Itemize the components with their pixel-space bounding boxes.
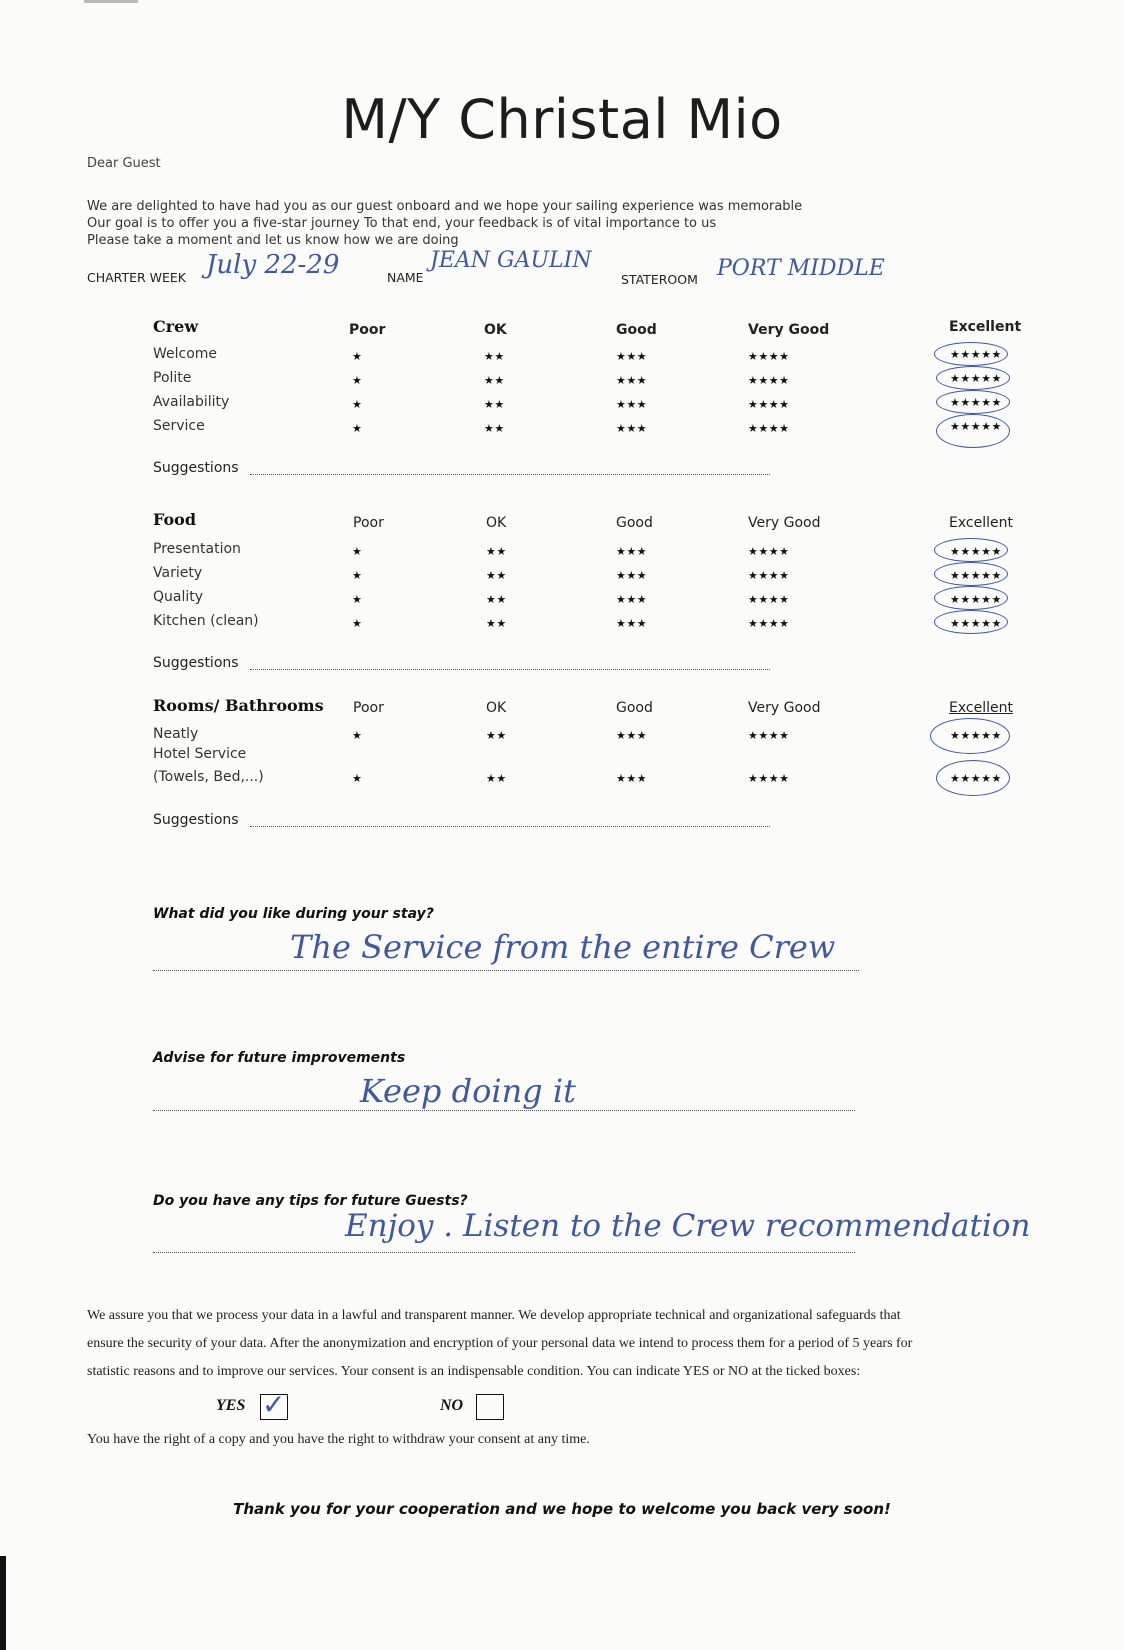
star-option-excellent[interactable]: ★★★★★	[950, 420, 1002, 433]
star-option-excellent[interactable]: ★★★★★	[950, 348, 1002, 361]
food-suggestions-field[interactable]	[250, 669, 770, 670]
answer-improve-line[interactable]	[153, 1110, 855, 1111]
rating-row-label: Availability	[153, 394, 230, 410]
star-option-ok[interactable]: ★★	[486, 729, 507, 742]
star-option-ok[interactable]: ★★	[486, 593, 507, 606]
star-option-good[interactable]: ★★★	[616, 350, 648, 363]
rating-row-label: Quality	[153, 589, 204, 605]
column-poor: Poor	[353, 700, 384, 716]
star-option-good[interactable]: ★★★	[616, 398, 648, 411]
star-option-very-good[interactable]: ★★★★	[748, 350, 790, 363]
star-option-excellent[interactable]: ★★★★★	[950, 372, 1002, 385]
column-ok: OK	[484, 322, 507, 338]
column-poor: Poor	[353, 515, 384, 531]
star-option-good[interactable]: ★★★	[616, 617, 648, 630]
star-option-good[interactable]: ★★★	[616, 374, 648, 387]
column-very-good: Very Good	[748, 515, 821, 531]
rating-row-label: Hotel Service	[153, 746, 247, 762]
star-option-poor[interactable]: ★	[352, 374, 363, 387]
star-option-very-good[interactable]: ★★★★	[748, 593, 790, 606]
star-option-good[interactable]: ★★★	[616, 545, 648, 558]
star-option-excellent[interactable]: ★★★★★	[950, 569, 1002, 582]
check-mark-icon: ✓	[262, 1388, 286, 1421]
stateroom-field[interactable]: PORT MIDDLE	[717, 256, 885, 281]
star-option-very-good[interactable]: ★★★★	[748, 569, 790, 582]
star-option-excellent[interactable]: ★★★★★	[950, 396, 1002, 409]
charter-week-field[interactable]: July 22-29	[206, 250, 340, 280]
stateroom-label: STATEROOM	[621, 272, 698, 287]
scan-edge-mark	[0, 1556, 6, 1650]
star-option-excellent[interactable]: ★★★★★	[950, 772, 1002, 785]
column-excellent: Excellent	[949, 700, 1013, 716]
star-option-very-good[interactable]: ★★★★	[748, 729, 790, 742]
selected-rating-circle	[936, 760, 1010, 796]
selected-rating-circle	[934, 538, 1008, 562]
star-option-very-good[interactable]: ★★★★	[748, 772, 790, 785]
star-option-ok[interactable]: ★★	[484, 422, 505, 435]
consent-rights-note: You have the right of a copy and you have the right to withdraw your consent at any time.	[87, 1432, 590, 1447]
star-option-very-good[interactable]: ★★★★	[748, 374, 790, 387]
column-poor: Poor	[349, 322, 386, 338]
star-option-ok[interactable]: ★★	[486, 772, 507, 785]
consent-text	[87, 1302, 1097, 1386]
star-option-poor[interactable]: ★	[352, 545, 363, 558]
section-heading-crew: Crew	[153, 317, 199, 336]
star-option-good[interactable]: ★★★	[616, 422, 648, 435]
star-option-ok[interactable]: ★★	[486, 545, 507, 558]
star-option-poor[interactable]: ★	[352, 593, 363, 606]
column-good: Good	[616, 515, 653, 531]
star-option-excellent[interactable]: ★★★★★	[950, 729, 1002, 742]
consent-line: statistic reasons and to improve our services. Your consent is an indispensable condition. You can indicate YES or NO at the ticked boxes:	[87, 1364, 861, 1379]
star-option-ok[interactable]: ★★	[484, 350, 505, 363]
charter-week-label: CHARTER WEEK	[87, 270, 186, 285]
rating-row-label: Welcome	[153, 346, 218, 362]
rating-row-label: Neatly	[153, 726, 199, 742]
star-option-very-good[interactable]: ★★★★	[748, 545, 790, 558]
food-suggestions-label: Suggestions	[153, 655, 239, 671]
star-option-poor[interactable]: ★	[352, 617, 363, 630]
answer-improve: Keep doing it	[360, 1072, 576, 1110]
selected-rating-circle	[936, 414, 1010, 448]
selected-rating-circle	[934, 342, 1008, 366]
selected-rating-circle	[930, 718, 1010, 754]
name-field[interactable]: JEAN GAULIN	[430, 248, 592, 273]
star-option-good[interactable]: ★★★	[616, 772, 648, 785]
column-excellent: Excellent	[949, 319, 1022, 335]
rating-row-label: Kitchen (clean)	[153, 613, 259, 629]
star-option-ok[interactable]: ★★	[486, 617, 507, 630]
star-option-poor[interactable]: ★	[352, 398, 363, 411]
answer-liked: The Service from the entire Crew	[290, 928, 836, 966]
rating-row-label: Presentation	[153, 541, 241, 557]
column-very-good: Very Good	[748, 700, 821, 716]
question-tips: Do you have any tips for future Guests?	[153, 1193, 468, 1209]
answer-tips-line[interactable]	[153, 1252, 855, 1253]
star-option-ok[interactable]: ★★	[486, 569, 507, 582]
column-very-good: Very Good	[748, 322, 830, 338]
column-good: Good	[616, 322, 657, 338]
rating-row-label: Variety	[153, 565, 203, 581]
rating-row-label: (Towels, Bed,...)	[153, 769, 264, 785]
star-option-poor[interactable]: ★	[352, 350, 363, 363]
star-option-excellent[interactable]: ★★★★★	[950, 617, 1002, 630]
intro-line: Please take a moment and let us know how we are doing	[87, 233, 459, 248]
selected-rating-circle	[934, 562, 1008, 586]
answer-liked-line[interactable]	[153, 970, 859, 971]
rooms-suggestions-field[interactable]	[250, 826, 770, 827]
yes-label: YES	[216, 1397, 246, 1414]
intro-paragraph	[87, 198, 887, 249]
question-improve: Advise for future improvements	[153, 1050, 406, 1066]
column-ok: OK	[486, 700, 507, 716]
intro-line: We are delighted to have had you as our guest onboard and we hope your sailing experience was memorable	[87, 199, 803, 214]
selected-rating-circle	[936, 366, 1010, 390]
star-option-ok[interactable]: ★★	[484, 398, 505, 411]
section-heading-food: Food	[153, 510, 197, 529]
selected-rating-circle	[934, 586, 1008, 610]
page-title: M/Y Christal Mio	[341, 88, 783, 151]
scan-smudge	[84, 0, 138, 3]
rating-row-label: Polite	[153, 370, 192, 386]
selected-rating-circle	[934, 610, 1008, 634]
star-option-poor[interactable]: ★	[352, 569, 363, 582]
no-label: NO	[440, 1397, 464, 1414]
question-liked: What did you like during your stay?	[153, 906, 434, 922]
star-option-good[interactable]: ★★★	[616, 569, 648, 582]
greeting: Dear Guest	[87, 156, 161, 171]
star-option-poor[interactable]: ★	[352, 729, 363, 742]
rating-row-label: Service	[153, 418, 205, 434]
answer-tips: Enjoy . Listen to the Crew recommendation	[345, 1208, 1031, 1244]
consent-line: ensure the security of your data. After the anonymization and encryption of your personal data we intend to process them for a period of 5 years for	[87, 1336, 913, 1351]
star-option-poor[interactable]: ★	[352, 772, 363, 785]
star-option-good[interactable]: ★★★	[616, 593, 648, 606]
star-option-very-good[interactable]: ★★★★	[748, 398, 790, 411]
consent-line: We assure you that we process your data in a lawful and transparent manner. We develop appropriate technical and organizational safeguards that	[87, 1308, 901, 1323]
column-ok: OK	[486, 515, 507, 531]
column-good: Good	[616, 700, 653, 716]
star-option-excellent[interactable]: ★★★★★	[950, 593, 1002, 606]
rooms-suggestions-label: Suggestions	[153, 812, 239, 828]
star-option-ok[interactable]: ★★	[484, 374, 505, 387]
crew-suggestions-label: Suggestions	[153, 460, 239, 476]
star-option-excellent[interactable]: ★★★★★	[950, 545, 1002, 558]
intro-line: Our goal is to offer you a five-star journey To that end, your feedback is of vital importance to us	[87, 216, 717, 231]
star-option-very-good[interactable]: ★★★★	[748, 617, 790, 630]
selected-rating-circle	[936, 390, 1010, 414]
star-option-very-good[interactable]: ★★★★	[748, 422, 790, 435]
name-label: NAME	[387, 270, 424, 285]
section-heading-rooms: Rooms/ Bathrooms	[153, 696, 324, 715]
column-excellent: Excellent	[949, 515, 1013, 531]
star-option-poor[interactable]: ★	[352, 422, 363, 435]
star-option-good[interactable]: ★★★	[616, 729, 648, 742]
no-checkbox[interactable]	[476, 1394, 504, 1420]
crew-suggestions-field[interactable]	[250, 474, 770, 475]
closing-thanks: Thank you for your cooperation and we hope to welcome you back very soon!	[233, 1500, 891, 1518]
